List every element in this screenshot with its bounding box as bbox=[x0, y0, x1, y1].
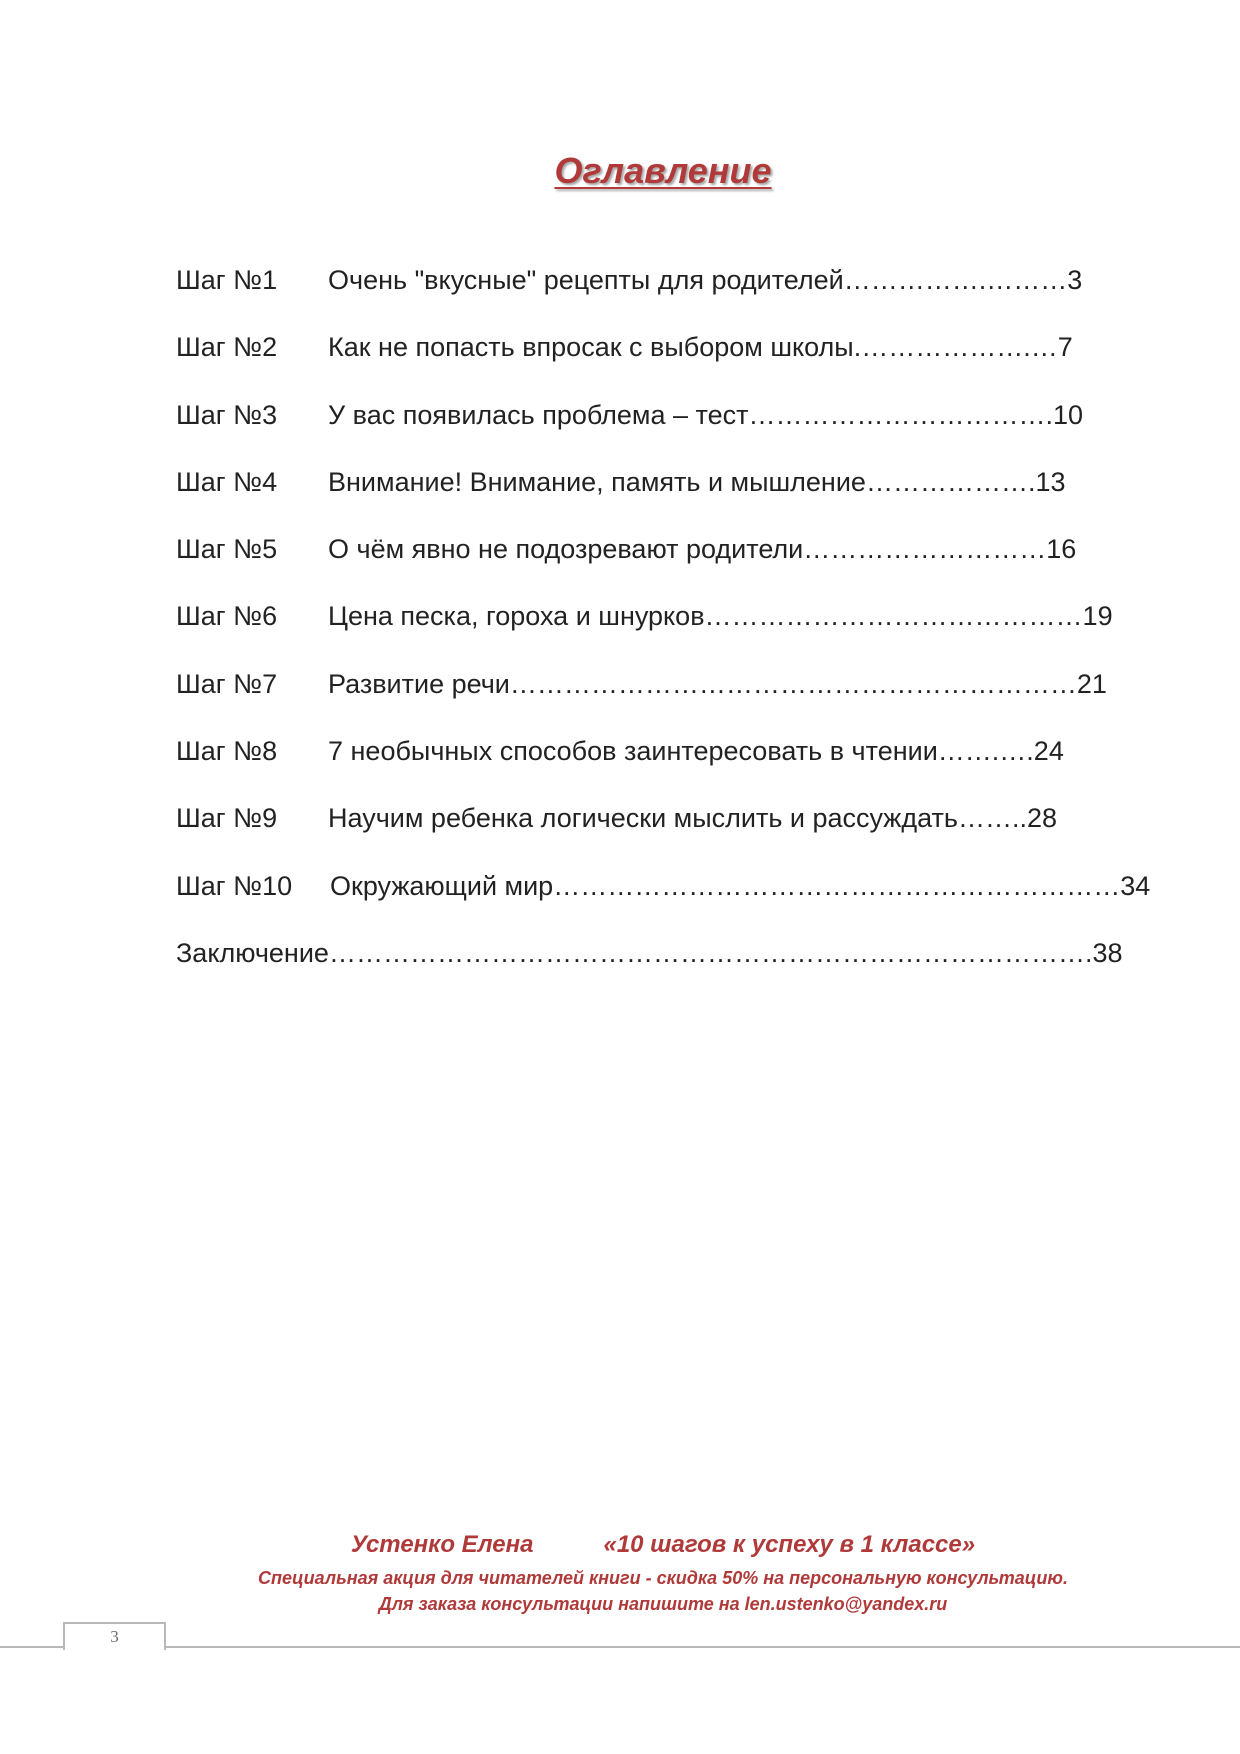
toc-entry-title: 7 необычных способов заинтересовать в чтении bbox=[328, 736, 938, 767]
toc-page-number: 3 bbox=[1067, 265, 1083, 295]
toc-step-label: Шаг №10 bbox=[176, 870, 293, 901]
toc-entry[interactable] bbox=[176, 330, 1156, 397]
toc-step-label: Шаг №3 bbox=[176, 399, 278, 430]
toc-page-number: 28 bbox=[1027, 803, 1058, 834]
toc-step-label: Шаг №8 bbox=[176, 736, 278, 767]
toc-page-number: 19 bbox=[1082, 601, 1113, 632]
page-title: Оглавление bbox=[554, 150, 772, 191]
toc-entry-title: О чём явно не подозревают родители bbox=[328, 534, 804, 565]
toc-leader-dots: …………….……… bbox=[843, 265, 1068, 295]
page-footer-rule bbox=[0, 1646, 1240, 1648]
footer-author: Устенко Елена bbox=[350, 1531, 534, 1558]
toc-entry-title: Заключение bbox=[176, 937, 329, 968]
toc-entry[interactable] bbox=[176, 667, 1156, 734]
toc-leader-dots: …………………………………………………………………………. bbox=[328, 937, 1093, 968]
toc-page-number: 16 bbox=[1046, 534, 1077, 565]
toc-entry-title: Окружающий мир bbox=[330, 870, 554, 901]
toc-step-label: Шаг №6 bbox=[176, 601, 278, 632]
toc-leader-dots: …….. bbox=[957, 803, 1027, 834]
toc-entry-title: Как не попасть впросак с выбором школы. bbox=[328, 332, 862, 363]
toc-step-label: Шаг №5 bbox=[176, 534, 278, 565]
toc-entry[interactable] bbox=[176, 263, 1156, 330]
toc-page-number: 21 bbox=[1076, 668, 1107, 699]
toc-leader-dots: ……………………………………………………… bbox=[509, 668, 1077, 699]
toc-page-number: 10 bbox=[1052, 399, 1084, 430]
toc-entry-conclusion[interactable] bbox=[176, 936, 1156, 1003]
toc-page-number: 38 bbox=[1092, 937, 1123, 968]
toc-page-number: 34 bbox=[1120, 870, 1151, 901]
toc-leader-dots: ……………………… bbox=[803, 534, 1047, 565]
toc-entry-title: Цена песка, гороха и шнурков bbox=[328, 601, 705, 632]
table-of-contents bbox=[176, 263, 1156, 1003]
toc-entry[interactable] bbox=[176, 734, 1156, 801]
footer-book-title: «10 шагов к успеху в 1 классе» bbox=[603, 1531, 976, 1558]
toc-step-label: Шаг №2 bbox=[176, 332, 278, 363]
toc-page-number: 24 bbox=[1033, 736, 1064, 767]
toc-entry[interactable] bbox=[176, 801, 1156, 868]
toc-step-label: Шаг №9 bbox=[176, 803, 278, 834]
toc-entry[interactable] bbox=[176, 599, 1156, 666]
footer-contact: Для заказа консультации напишите на len.ustenko@yandex.ru bbox=[378, 1594, 948, 1614]
toc-entry[interactable] bbox=[176, 465, 1156, 532]
toc-leader-dots: …………………………………… bbox=[704, 601, 1083, 632]
toc-entry[interactable] bbox=[176, 869, 1156, 936]
toc-entry[interactable] bbox=[176, 398, 1156, 465]
toc-leader-dots: ………………. bbox=[865, 466, 1036, 497]
toc-entry-title: У вас появилась проблема – тест bbox=[328, 399, 749, 430]
footer-author-book bbox=[0, 1531, 1240, 1559]
page-number: 3 bbox=[63, 1622, 166, 1650]
toc-page-number: 13 bbox=[1035, 466, 1066, 497]
footer-promo: Специальная акция для читателей книги - скидка 50% на персональную консультацию. bbox=[258, 1568, 1068, 1588]
toc-leader-dots: ……………………………. bbox=[748, 399, 1053, 430]
toc-entry-title: Развитие речи bbox=[328, 668, 510, 699]
toc-entry-title: Научим ребенка логически мыслить и рассуждать bbox=[328, 803, 958, 834]
toc-leader-dots: ……………….… bbox=[861, 332, 1058, 363]
toc-leader-dots: …….…. bbox=[937, 736, 1034, 767]
toc-entry[interactable] bbox=[176, 532, 1156, 599]
toc-step-label: Шаг №4 bbox=[176, 466, 278, 497]
toc-leader-dots: ……………………………………………………… bbox=[553, 870, 1121, 901]
toc-step-label: Шаг №7 bbox=[176, 668, 278, 699]
toc-entry-title: Внимание! Внимание, память и мышление bbox=[328, 466, 866, 497]
toc-page-number: 7 bbox=[1057, 332, 1073, 363]
toc-step-label: Шаг №1 bbox=[176, 265, 278, 295]
toc-entry-title: Очень "вкусные" рецепты для родителей bbox=[328, 265, 844, 295]
